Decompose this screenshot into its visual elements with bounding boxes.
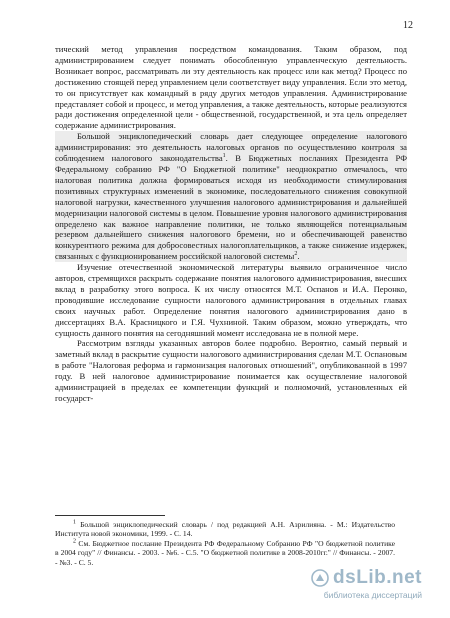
footnote-marker: 1 bbox=[73, 519, 76, 526]
footnote-text: Большой энциклопедический словарь / под редакцией А.Н. Азрилияна. - М.: Издательство Института новой экономики, 1999. - С. 14. bbox=[55, 520, 395, 539]
dslib-logo-icon bbox=[311, 569, 329, 587]
paragraph bbox=[55, 338, 407, 403]
paragraph bbox=[55, 44, 407, 131]
paragraph bbox=[55, 131, 407, 262]
footnote bbox=[55, 520, 395, 539]
footnote-reference[interactable]: 1 bbox=[222, 153, 226, 160]
watermark bbox=[302, 567, 422, 600]
footnote-reference[interactable]: 2 bbox=[294, 251, 298, 258]
footnotes bbox=[55, 520, 395, 567]
paragraph-text: Изучение отечественной экономической литературы выявило ограниченное число авторов, стремящихся раскрыть содержание понятия налогового администрирования, внесших вклад в разработку этого вопроса. К их числу относятся М.Т. Оспанов и И.А. Перонко, проводившие исследование сущности налогового администрирования в отдельных главах своих научных работ. Определение понятия налогового администрирования дано в диссертациях В.А. Красницкого и Г.Я. Чухниной. Таким образом, можно утверждать, что сущность данного понятия на сегодняшний момент исследована не в полной мере. bbox=[55, 262, 407, 338]
footnote bbox=[55, 539, 395, 567]
watermark-caption: библиотека диссертаций bbox=[323, 590, 422, 600]
page-number: 12 bbox=[403, 20, 413, 31]
paragraph-text: . bbox=[297, 251, 300, 262]
paragraph-text: . В Бюджетных посланиях Президента РФ Федеральному собранию РФ "О Бюджетной политике" неоднократно отмечалось, что налоговая политика должна формироваться исходя из необходимости стимулирования позитивных структурных изменений в экономике, последовательного снижения совокупной налоговой нагрузки, качественного улучшения налогового администрирования и дальнейшей модернизации налоговой системы в целом. Повышение уровня налогового администрирования определено как важное направление политики, не только являющейся потенциальным резервом дальнейшего снижения налогового бремени, но и обеспечивающей равенство конкурентного режима для добросовестных налогоплательщиков, а также снижение издержек, связанных с функционированием российской налоговой системы bbox=[55, 153, 407, 262]
footnote-marker: 2 bbox=[73, 538, 76, 545]
footnote-rule bbox=[55, 515, 165, 516]
paragraph-text: Рассмотрим взгляды указанных авторов более подробно. Вероятно, самый первый и заметный вклад в раскрытие сущности налогового администрирования сделан М.Т. Оспановым в работе "Налоговая реформа и гармонизация налоговых отношений", опубликованной в 1997 году. В ней налоговое администрирование понимается как осуществление налоговой администрацией в пределах ее компетенции функций и полномочий, установленных ей государст- bbox=[55, 338, 407, 403]
paragraph-text: тический метод управления посредством командования. Таким образом, под администрированием следует понимать обособленную управленческую деятельность. Возникает вопрос, рассматривать ли эту деятельность как процесс или как метод? Процесс по достижению стоящей перед управлением цели соответствует виду управления. Если это метод, то он присутствует как командный в ряду других методов управления. Администрирование представляет собой и процесс, и метод управления, а также деятельность, которые реализуются ради достижения определенной цели - общественной, государственной, и эта цель определяет содержание администрирования. bbox=[55, 44, 407, 131]
paragraph-text: Большой энциклопедический словарь дает следующее определение налогового администрирования: это деятельность налоговых органов по осуществлению контроля за соблюдением налогового законодательства bbox=[55, 131, 407, 164]
paragraph bbox=[55, 262, 407, 338]
watermark-site: dsLib.net bbox=[333, 567, 422, 588]
body-text bbox=[55, 44, 407, 404]
footnote-text: См. Бюджетное послание Президента РФ Федеральному Собранию РФ "О бюджетной политике в 2004 году" // Финансы. - 2003. - №6. - С.5. "О бюджетной политике в 2008-2010гг." // Финансы. - 2007. - №3. - С. 5. bbox=[55, 538, 395, 567]
